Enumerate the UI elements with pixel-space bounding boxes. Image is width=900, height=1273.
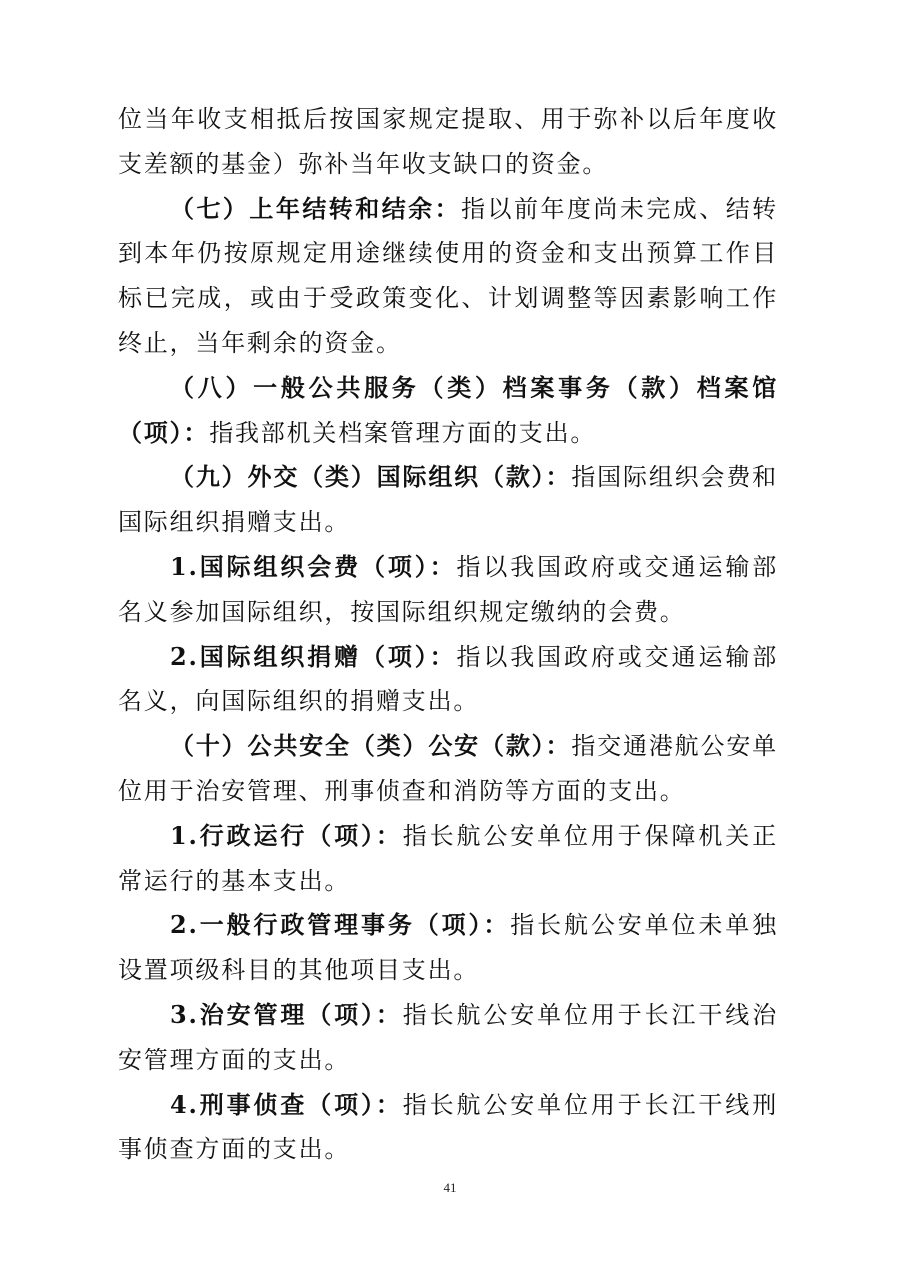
paragraph-heading: （七）上年结转和结余：	[170, 193, 462, 223]
paragraph-general-administration	[118, 903, 778, 993]
paragraph-text: 指以我国政府或交通运输部名义参加国际组织，按国际组织规定缴纳的会费。	[118, 552, 778, 626]
paragraph-text: 指以前年度尚未完成、结转到本年仍按原规定用途继续使用的资金和支出预算工作目标已完成，或由于受政策变化、计划调整等因素影响工作终止，当年剩余的资金。	[118, 194, 778, 357]
paragraph-heading: 1.国际组织会费（项）：	[170, 551, 457, 581]
paragraph-donations	[118, 635, 778, 725]
paragraph-criminal-investigation	[118, 1083, 778, 1173]
document-body	[118, 97, 778, 1172]
paragraph-archives	[118, 366, 778, 456]
paragraph-continuation	[118, 97, 778, 187]
paragraph-text: 指国际组织会费和国际组织捐赠支出。	[118, 463, 778, 537]
paragraph-heading: 4.刑事侦查（项）：	[170, 1089, 403, 1119]
paragraph-heading: 2.国际组织捐赠（项）：	[170, 641, 457, 671]
paragraph-text: 指长航公安单位用于长江干线刑事侦查方面的支出。	[118, 1090, 778, 1164]
page-number: 41	[443, 1180, 457, 1195]
paragraph-text: 指以我国政府或交通运输部名义，向国际组织的捐赠支出。	[118, 642, 778, 716]
paragraph-text: 指长航公安单位用于长江干线治安管理方面的支出。	[118, 1000, 778, 1074]
paragraph-heading: （九）外交（类）国际组织（款）：	[170, 462, 572, 492]
paragraph-text: 指长航公安单位用于保障机关正常运行的基本支出。	[118, 821, 778, 895]
paragraph-text: 指长航公安单位未单独设置项级科目的其他项目支出。	[118, 911, 778, 985]
paragraph-text: 指交通港航公安单位用于治安管理、刑事侦查和消防等方面的支出。	[118, 732, 778, 805]
paragraph-carryover-balance	[118, 187, 778, 366]
paragraph-heading: 2.一般行政管理事务（项）：	[170, 910, 511, 940]
paragraph-text: 指我部机关档案管理方面的支出。	[209, 418, 597, 447]
paragraph-heading: （八）一般公共服务（类）档案事务（款）档案馆（项）：	[118, 372, 778, 447]
paragraph-membership-fees	[118, 545, 778, 635]
paragraph-heading: （十）公共安全（类）公安（款）：	[170, 731, 572, 761]
paragraph-administrative-operation	[118, 814, 778, 904]
paragraph-foreign-affairs	[118, 455, 778, 545]
paragraph-heading: 3.治安管理（项）：	[170, 999, 403, 1029]
paragraph-public-security	[118, 724, 778, 814]
paragraph-text: 位当年收支相抵后按国家规定提取、用于弥补以后年度收支差额的基金）弥补当年收支缺口的资金。	[118, 105, 778, 178]
paragraph-heading: 1.行政运行（项）：	[170, 820, 403, 850]
paragraph-public-order	[118, 993, 778, 1083]
